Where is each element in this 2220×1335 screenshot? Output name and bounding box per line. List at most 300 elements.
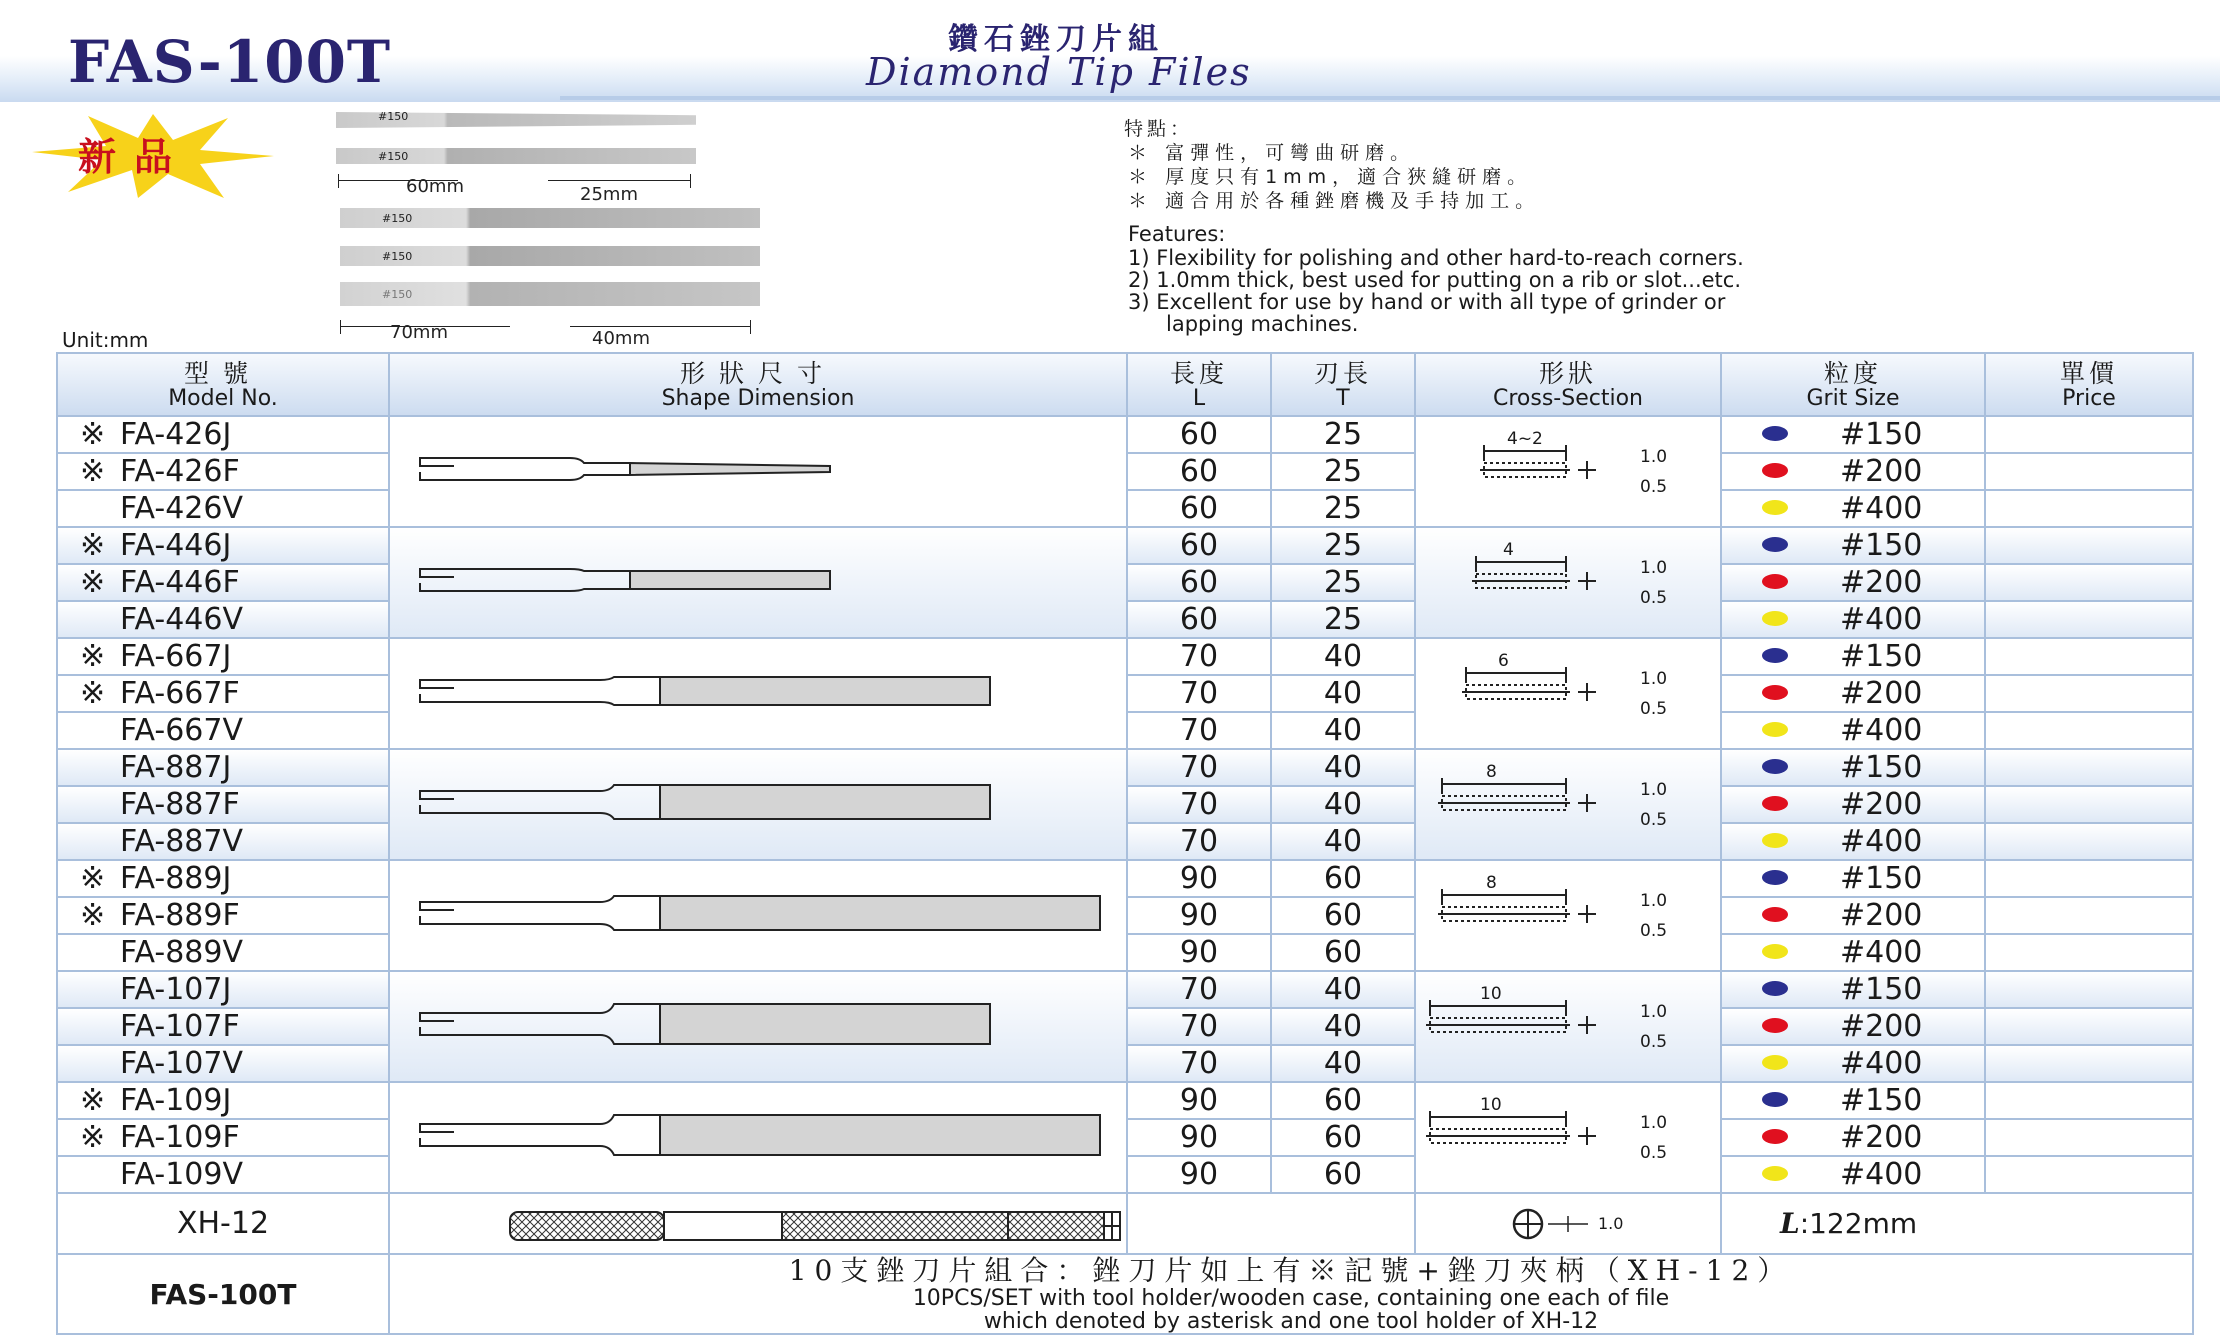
holder-empty: [1127, 1193, 1415, 1254]
model-number: FA-446F: [120, 565, 240, 600]
blade-length-cell: 25: [1271, 416, 1415, 453]
thickness-max: 1.0: [1640, 1113, 1668, 1133]
blade-length-cell: 40: [1271, 971, 1415, 1008]
table-row: [57, 416, 2193, 453]
grit-color-dot-icon: [1762, 1166, 1788, 1181]
feature-zh-1: [1128, 138, 1415, 165]
grit-color-dot-icon: [1762, 537, 1788, 552]
blade-length-cell: 40: [1271, 1045, 1415, 1082]
blade-length-cell: 60: [1271, 1156, 1415, 1193]
grit-value: #200: [1840, 898, 1923, 933]
cross-section-icon: [1416, 750, 1720, 855]
grit-cell: [1721, 1119, 1985, 1156]
dim-tick: [340, 320, 341, 334]
holder-thickness: 1.0: [1598, 1214, 1624, 1233]
model-cell: [57, 1082, 389, 1119]
blade-length-cell: 40: [1271, 823, 1415, 860]
col-price: [1985, 353, 2193, 416]
file-blade-icon: [390, 639, 1126, 744]
grit-cell: [1721, 453, 1985, 490]
cross-section: [1415, 416, 1721, 527]
col-shape: [389, 353, 1127, 416]
length-cell: 90: [1127, 1119, 1271, 1156]
holder-shape: [389, 1193, 1127, 1254]
asterisk-mark: ※: [80, 898, 106, 933]
shape-drawing: [389, 860, 1127, 971]
length-cell: 70: [1127, 712, 1271, 749]
shape-drawing: [389, 971, 1127, 1082]
product-model-title: FAS-100T: [68, 28, 392, 96]
length-cell: 70: [1127, 786, 1271, 823]
cross-section-icon: [1416, 417, 1720, 522]
grit-value: #150: [1840, 639, 1923, 674]
grit-value: #200: [1840, 1120, 1923, 1155]
cross-section: [1415, 860, 1721, 971]
cross-section-icon: [1416, 528, 1720, 633]
product-title-english: Diamond Tip Files: [866, 50, 1252, 94]
length-cell: 70: [1127, 675, 1271, 712]
price-cell: [1985, 638, 2193, 675]
price-cell: [1985, 416, 2193, 453]
price-cell: [1985, 1119, 2193, 1156]
thickness-max: 1.0: [1640, 780, 1668, 800]
table-row: [57, 638, 2193, 675]
grit-value: #200: [1840, 1009, 1923, 1044]
header-rule: [560, 96, 2220, 100]
col-price-zh: 單價: [2059, 358, 2118, 388]
table-row: [57, 860, 2193, 897]
cross-section-icon: [1416, 861, 1720, 966]
dim-tick: [338, 174, 339, 188]
model-cell: [57, 823, 389, 860]
tool-holder-icon: [390, 1194, 1126, 1253]
grit-color-dot-icon: [1762, 648, 1788, 663]
blade-photo-5-label: #150: [382, 288, 413, 301]
model-cell: [57, 1156, 389, 1193]
model-cell: [57, 527, 389, 564]
feature-zh-2: [1128, 162, 1532, 189]
thickness-max: 1.0: [1640, 447, 1668, 467]
model-cell: [57, 675, 389, 712]
price-cell: [1985, 564, 2193, 601]
col-cross-zh: 形狀: [1538, 358, 1597, 388]
file-blade-icon: [390, 417, 1126, 522]
col-grit: [1721, 353, 1985, 416]
grit-color-dot-icon: [1762, 796, 1788, 811]
model-cell: [57, 897, 389, 934]
model-cell: [57, 712, 389, 749]
price-cell: [1985, 1156, 2193, 1193]
cross-width-label: 8: [1486, 762, 1497, 782]
grit-cell: [1721, 1082, 1985, 1119]
model-cell: [57, 601, 389, 638]
asterisk-mark: ※: [80, 861, 106, 896]
blade-length-cell: 25: [1271, 453, 1415, 490]
product-title-chinese: 鑽石銼刀片組: [948, 22, 1164, 57]
dim-60mm: 60mm: [406, 176, 464, 197]
cross-width-label: 4: [1503, 540, 1514, 560]
price-cell: [1985, 1008, 2193, 1045]
model-number: FA-446V: [120, 602, 243, 637]
blade-length-cell: 60: [1271, 934, 1415, 971]
table-header-row: [57, 353, 2193, 416]
grit-value: #400: [1840, 491, 1923, 526]
grit-value: #150: [1840, 972, 1923, 1007]
set-model: FAS-100T: [57, 1254, 389, 1334]
blade-length-cell: 60: [1271, 860, 1415, 897]
grit-value: #150: [1840, 417, 1923, 452]
col-blade-en: T: [1336, 385, 1350, 411]
price-cell: [1985, 527, 2193, 564]
asterisk-mark: ※: [80, 639, 106, 674]
cross-section: [1415, 527, 1721, 638]
col-length-en: L: [1192, 385, 1206, 411]
grit-cell: [1721, 1045, 1985, 1082]
grit-color-dot-icon: [1762, 685, 1788, 700]
asterisk-mark: ※: [80, 1120, 106, 1155]
model-number: FA-887J: [120, 750, 232, 785]
grit-cell: [1721, 971, 1985, 1008]
blade-length-cell: 40: [1271, 749, 1415, 786]
holder-row: [57, 1193, 2193, 1254]
holder-length-prefix: L: [1780, 1207, 1800, 1240]
shape-drawing: [389, 416, 1127, 527]
cross-section-icon: [1416, 1083, 1720, 1188]
set-description-zh: 10支銼刀片組合：銼刀片如上有※記號+銼刀夾柄（XH-12）: [788, 1254, 1794, 1287]
price-cell: [1985, 749, 2193, 786]
model-number: FA-887F: [120, 787, 240, 822]
grit-color-dot-icon: [1762, 1055, 1788, 1070]
model-cell: [57, 786, 389, 823]
model-number: FA-889F: [120, 898, 240, 933]
grit-value: #200: [1840, 676, 1923, 711]
grit-value: #150: [1840, 1083, 1923, 1118]
price-cell: [1985, 601, 2193, 638]
price-cell: [1985, 934, 2193, 971]
price-cell: [1985, 453, 2193, 490]
model-cell: [57, 1008, 389, 1045]
set-row: [57, 1254, 2193, 1334]
length-cell: 90: [1127, 860, 1271, 897]
length-cell: 70: [1127, 1045, 1271, 1082]
length-cell: 60: [1127, 564, 1271, 601]
thickness-min: 0.5: [1640, 477, 1668, 497]
feature-en-3: 3) Excellent for use by hand or with all type of grinder or: [1128, 290, 1726, 314]
model-number: FA-107J: [120, 972, 232, 1007]
holder-model: XH-12: [57, 1193, 389, 1254]
model-number: FA-426J: [120, 417, 232, 452]
table-row: [57, 1082, 2193, 1119]
thickness-min: 0.5: [1640, 588, 1668, 608]
blade-length-cell: 25: [1271, 527, 1415, 564]
length-cell: 90: [1127, 897, 1271, 934]
grit-cell: [1721, 897, 1985, 934]
model-number: FA-667V: [120, 713, 243, 748]
grit-cell: [1721, 860, 1985, 897]
thickness-max: 1.0: [1640, 1002, 1668, 1022]
thickness-min: 0.5: [1640, 810, 1668, 830]
price-cell: [1985, 823, 2193, 860]
cross-section: [1415, 749, 1721, 860]
model-number: FA-889V: [120, 935, 243, 970]
length-cell: 60: [1127, 453, 1271, 490]
table-row: [57, 749, 2193, 786]
col-cross: [1415, 353, 1721, 416]
file-blade-icon: [390, 861, 1126, 966]
thickness-min: 0.5: [1640, 921, 1668, 941]
file-blade-icon: [390, 1083, 1126, 1188]
model-cell: [57, 564, 389, 601]
grit-color-dot-icon: [1762, 722, 1788, 737]
dim-tick: [690, 174, 691, 188]
blade-length-cell: 60: [1271, 1082, 1415, 1119]
cross-width-label: 6: [1498, 651, 1509, 671]
length-cell: 70: [1127, 1008, 1271, 1045]
shape-drawing: [389, 638, 1127, 749]
model-cell: [57, 453, 389, 490]
feature-en-2: 2) 1.0mm thick, best used for putting on a rib or slot...etc.: [1128, 268, 1741, 292]
dim-70mm: 70mm: [390, 322, 448, 343]
model-number: FA-889J: [120, 861, 232, 896]
model-cell: [57, 860, 389, 897]
blade-photo-2-label: #150: [378, 150, 409, 163]
holder-cross: [1415, 1193, 1721, 1254]
blade-length-cell: 40: [1271, 1008, 1415, 1045]
grit-cell: [1721, 601, 1985, 638]
shape-drawing: [389, 1082, 1127, 1193]
grit-value: #400: [1840, 935, 1923, 970]
col-grit-en: Grit Size: [1806, 385, 1900, 411]
cross-width-label: 10: [1480, 984, 1502, 1004]
blade-length-cell: 40: [1271, 675, 1415, 712]
grit-cell: [1721, 638, 1985, 675]
thickness-max: 1.0: [1640, 669, 1668, 689]
grit-value: #400: [1840, 1046, 1923, 1081]
model-cell: [57, 971, 389, 1008]
bullet: ＊: [1128, 142, 1154, 164]
holder-cross-section-icon: [1416, 1194, 1720, 1253]
length-cell: 90: [1127, 934, 1271, 971]
spec-table-container: [56, 352, 2192, 1334]
cross-section-icon: [1416, 972, 1720, 1077]
col-model-en: Model No.: [168, 385, 278, 411]
asterisk-mark: ※: [80, 565, 106, 600]
grit-cell: [1721, 490, 1985, 527]
dim-tick: [750, 320, 751, 334]
feature-zh-2-text: 厚度只有1mm，適合狹縫研磨。: [1165, 166, 1533, 188]
set-description-en-1: 10PCS/SET with tool holder/wooden case, containing one each of file: [912, 1286, 1670, 1311]
grit-cell: [1721, 675, 1985, 712]
col-shape-zh: 形狀尺寸: [679, 358, 836, 388]
bullet: ＊: [1128, 166, 1154, 188]
col-model: [57, 353, 389, 416]
holder-length: [1721, 1193, 2193, 1254]
model-number: FA-426V: [120, 491, 243, 526]
grit-color-dot-icon: [1762, 1018, 1788, 1033]
feature-zh-3: [1128, 186, 1540, 213]
price-cell: [1985, 1082, 2193, 1119]
length-cell: 60: [1127, 601, 1271, 638]
grit-cell: [1721, 823, 1985, 860]
blade-length-cell: 25: [1271, 564, 1415, 601]
col-price-en: Price: [2062, 385, 2116, 411]
grit-color-dot-icon: [1762, 463, 1788, 478]
set-description-en-2: which denoted by asterisk and one tool holder of XH-12: [983, 1309, 1599, 1334]
asterisk-mark: ※: [80, 676, 106, 711]
col-grit-zh: 粒度: [1823, 358, 1882, 388]
model-cell: [57, 934, 389, 971]
asterisk-mark: ※: [80, 528, 106, 563]
grit-value: #400: [1840, 602, 1923, 637]
cross-width-label: 8: [1486, 873, 1497, 893]
grit-color-dot-icon: [1762, 574, 1788, 589]
price-cell: [1985, 675, 2193, 712]
thickness-max: 1.0: [1640, 891, 1668, 911]
asterisk-mark: ※: [80, 1083, 106, 1118]
model-number: FA-109F: [120, 1120, 240, 1155]
table-footer: [57, 1193, 2193, 1334]
length-cell: 70: [1127, 638, 1271, 675]
model-number: FA-667F: [120, 676, 240, 711]
blade-length-cell: 60: [1271, 1119, 1415, 1156]
thickness-min: 0.5: [1640, 1032, 1668, 1052]
price-cell: [1985, 490, 2193, 527]
price-cell: [1985, 897, 2193, 934]
grit-cell: [1721, 564, 1985, 601]
shape-drawing: [389, 749, 1127, 860]
blade-photo-3-label: #150: [382, 212, 413, 225]
shape-drawing: [389, 527, 1127, 638]
model-number: FA-446J: [120, 528, 232, 563]
grit-cell: [1721, 786, 1985, 823]
grit-color-dot-icon: [1762, 500, 1788, 515]
feature-en-1: 1) Flexibility for polishing and other hard-to-reach corners.: [1128, 246, 1744, 270]
blade-length-cell: 40: [1271, 786, 1415, 823]
model-number: FA-667J: [120, 639, 232, 674]
grit-color-dot-icon: [1762, 833, 1788, 848]
set-description: [389, 1254, 2193, 1334]
new-badge-text: 新品: [78, 134, 191, 179]
grit-cell: [1721, 934, 1985, 971]
blade-length-cell: 60: [1271, 897, 1415, 934]
grit-value: #400: [1840, 1157, 1923, 1192]
grit-value: #150: [1840, 750, 1923, 785]
price-cell: [1985, 971, 2193, 1008]
grit-cell: [1721, 712, 1985, 749]
spec-table: [56, 352, 2194, 1335]
length-cell: 60: [1127, 490, 1271, 527]
length-cell: 90: [1127, 1082, 1271, 1119]
model-cell: [57, 638, 389, 675]
length-cell: 60: [1127, 527, 1271, 564]
file-blade-icon: [390, 972, 1126, 1077]
dim-25mm: 25mm: [580, 184, 638, 205]
grit-value: #200: [1840, 565, 1923, 600]
model-number: FA-109J: [120, 1083, 232, 1118]
thickness-min: 0.5: [1640, 1143, 1668, 1163]
product-photo: [330, 108, 770, 349]
table-body: [57, 416, 2193, 1193]
model-cell: [57, 490, 389, 527]
model-cell: [57, 1045, 389, 1082]
length-cell: 90: [1127, 1156, 1271, 1193]
grit-cell: [1721, 1008, 1985, 1045]
grit-cell: [1721, 1156, 1985, 1193]
blade-length-cell: 25: [1271, 490, 1415, 527]
grit-value: #200: [1840, 454, 1923, 489]
cross-section: [1415, 971, 1721, 1082]
table-row: [57, 527, 2193, 564]
thickness-min: 0.5: [1640, 699, 1668, 719]
col-shape-en: Shape Dimension: [661, 385, 855, 411]
bullet: ＊: [1128, 190, 1154, 212]
grit-color-dot-icon: [1762, 1092, 1788, 1107]
grit-cell: [1721, 749, 1985, 786]
cross-section-icon: [1416, 639, 1720, 744]
grit-color-dot-icon: [1762, 870, 1788, 885]
features-en-heading: Features:: [1128, 222, 1226, 246]
table-row: [57, 971, 2193, 1008]
file-blade-icon: [390, 528, 1126, 633]
price-cell: [1985, 786, 2193, 823]
grit-value: #150: [1840, 528, 1923, 563]
grit-color-dot-icon: [1762, 944, 1788, 959]
grit-color-dot-icon: [1762, 1129, 1788, 1144]
model-number: FA-887V: [120, 824, 243, 859]
length-cell: 70: [1127, 749, 1271, 786]
grit-value: #150: [1840, 861, 1923, 896]
length-cell: 70: [1127, 971, 1271, 1008]
grit-value: #400: [1840, 824, 1923, 859]
model-cell: [57, 749, 389, 786]
blade-photo-1-label: #150: [378, 110, 409, 123]
length-cell: 70: [1127, 823, 1271, 860]
grit-cell: [1721, 416, 1985, 453]
blade-length-cell: 25: [1271, 601, 1415, 638]
price-cell: [1985, 712, 2193, 749]
grit-color-dot-icon: [1762, 759, 1788, 774]
cross-width-label: 10: [1480, 1095, 1502, 1115]
price-cell: [1985, 860, 2193, 897]
dim-line: [548, 180, 690, 181]
thickness-max: 1.0: [1640, 558, 1668, 578]
asterisk-mark: ※: [80, 454, 106, 489]
col-model-zh: 型號: [183, 358, 262, 388]
model-number: FA-107F: [120, 1009, 240, 1044]
grit-color-dot-icon: [1762, 611, 1788, 626]
model-number: FA-109V: [120, 1157, 243, 1192]
cross-section: [1415, 1082, 1721, 1193]
model-cell: [57, 1119, 389, 1156]
model-number: FA-426F: [120, 454, 240, 489]
model-cell: [57, 416, 389, 453]
dim-line: [570, 326, 750, 327]
col-blade-zh: 刃長: [1313, 358, 1372, 388]
holder-length-value: :122mm: [1799, 1207, 1918, 1240]
feature-zh-3-text: 適合用於各種銼磨機及手持加工。: [1165, 190, 1541, 212]
grit-color-dot-icon: [1762, 907, 1788, 922]
grit-value: #400: [1840, 713, 1923, 748]
grit-color-dot-icon: [1762, 426, 1788, 441]
length-cell: 60: [1127, 416, 1271, 453]
col-length-zh: 長度: [1169, 358, 1228, 388]
blade-length-cell: 40: [1271, 638, 1415, 675]
blade-length-cell: 40: [1271, 712, 1415, 749]
feature-en-4: lapping machines.: [1166, 312, 1359, 336]
price-cell: [1985, 1045, 2193, 1082]
col-cross-en: Cross-Section: [1493, 385, 1643, 411]
model-number: FA-107V: [120, 1046, 243, 1081]
